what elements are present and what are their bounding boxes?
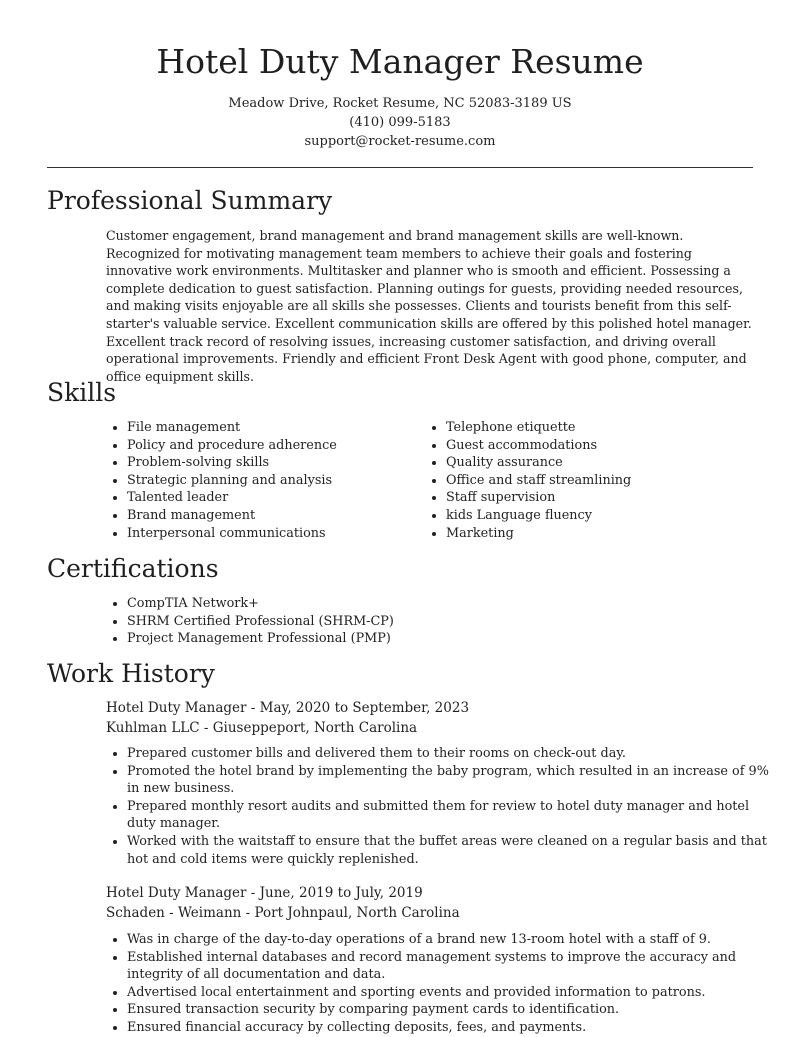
certification-item: • SHRM Certified Professional (SHRM-CP) <box>127 613 394 631</box>
skill-item: • Office and staff streamlining <box>446 472 631 490</box>
resume-header <box>0 0 800 151</box>
job-header <box>106 699 469 738</box>
skills-heading: Skills <box>47 378 117 407</box>
job-bullet: • Was in charge of the day-to-day operations of a brand new 13-room hotel with a staff of 9. <box>127 931 777 949</box>
job-bullet: • Ensured financial accuracy by collecting deposits, fees, and payments. <box>127 1019 777 1037</box>
skill-item: • Interpersonal communications <box>127 525 337 543</box>
address: Meadow Drive, Rocket Resume, NC 52083-3189 US <box>228 96 572 111</box>
skill-item: • Strategic planning and analysis <box>127 472 337 490</box>
job-title-line: Hotel Duty Manager - May, 2020 to September, 2023 <box>106 700 470 716</box>
job-bullet: • Promoted the hotel brand by implementing the baby program, which resulted in an increase of 9% in new business. <box>127 763 777 798</box>
resume-title: Hotel Duty Manager Resume <box>156 42 644 81</box>
job-bullet: • Advertised local entertainment and sporting events and provided information to patrons. <box>127 984 777 1002</box>
skill-item: • Marketing <box>446 525 631 543</box>
job-bullets <box>106 745 777 868</box>
contact-info <box>0 94 800 151</box>
job-company-line: Schaden - Weimann - Port Johnpaul, North Carolina <box>106 904 460 921</box>
certification-item: • Project Management Professional (PMP) <box>127 630 394 648</box>
skills-list-right <box>425 419 631 542</box>
job-bullet: • Established internal databases and record management systems to improve the accuracy and integrity of all documentation and data. <box>127 949 777 984</box>
job-header <box>106 884 460 923</box>
certifications-list <box>106 595 394 648</box>
skills-list-left <box>106 419 337 542</box>
work-history-heading: Work History <box>47 659 215 688</box>
summary-text: Customer engagement, brand management and brand management skills are well-known. Recognized for motivating management team members to achieve their goals and fostering innovative work environments. Multitasker and planner who is smooth and efficient. Possessing a complete dedication to guest satisfaction. Planning outings for guests, providing needed resources, and making visits enjoyable are all skills she possesses. Clients and tourists benefit from this self-starter's valuable service. Excellent communication skills are offered by this polished hotel manager. Excellent track record of resolving issues, increasing customer satisfaction, and driving overall operational improvements. Friendly and efficient Front Desk Agent with good phone, computer, and office equipment skills. <box>106 228 752 384</box>
skill-item: • Telephone etiquette <box>446 419 631 437</box>
certification-item: • CompTIA Network+ <box>127 595 394 613</box>
skill-item: • Staff supervision <box>446 489 631 507</box>
job-bullet: • Prepared monthly resort audits and submitted them for review to hotel duty manager and hotel duty manager. <box>127 798 777 833</box>
phone: (410) 099-5183 <box>349 115 451 130</box>
skill-item: • Brand management <box>127 507 337 525</box>
email: support@rocket-resume.com <box>304 134 496 149</box>
job-bullets <box>106 931 777 1037</box>
job-bullet: • Worked with the waitstaff to ensure that the buffet areas were cleaned on a regular basis and that hot and cold items were quickly replenished. <box>127 833 777 868</box>
skill-item: • Quality assurance <box>446 454 631 472</box>
job-bullet: • Ensured transaction security by comparing payment cards to identification. <box>127 1001 777 1019</box>
skill-item: • File management <box>127 419 337 437</box>
skill-item: • Talented leader <box>127 489 337 507</box>
skill-item: • Problem-solving skills <box>127 454 337 472</box>
job-company-line: Kuhlman LLC - Giuseppeport, North Carolina <box>106 719 418 736</box>
header-divider <box>47 167 753 168</box>
skill-item: • Policy and procedure adherence <box>127 437 337 455</box>
job-bullet: • Prepared customer bills and delivered them to their rooms on check-out day. <box>127 745 777 763</box>
certifications-heading: Certifications <box>47 554 219 583</box>
skill-item: • Guest accommodations <box>446 437 631 455</box>
job-title-line: Hotel Duty Manager - June, 2019 to July, 2019 <box>106 885 423 901</box>
summary-heading: Professional Summary <box>47 186 333 215</box>
skill-item: • kids Language fluency <box>446 507 631 525</box>
